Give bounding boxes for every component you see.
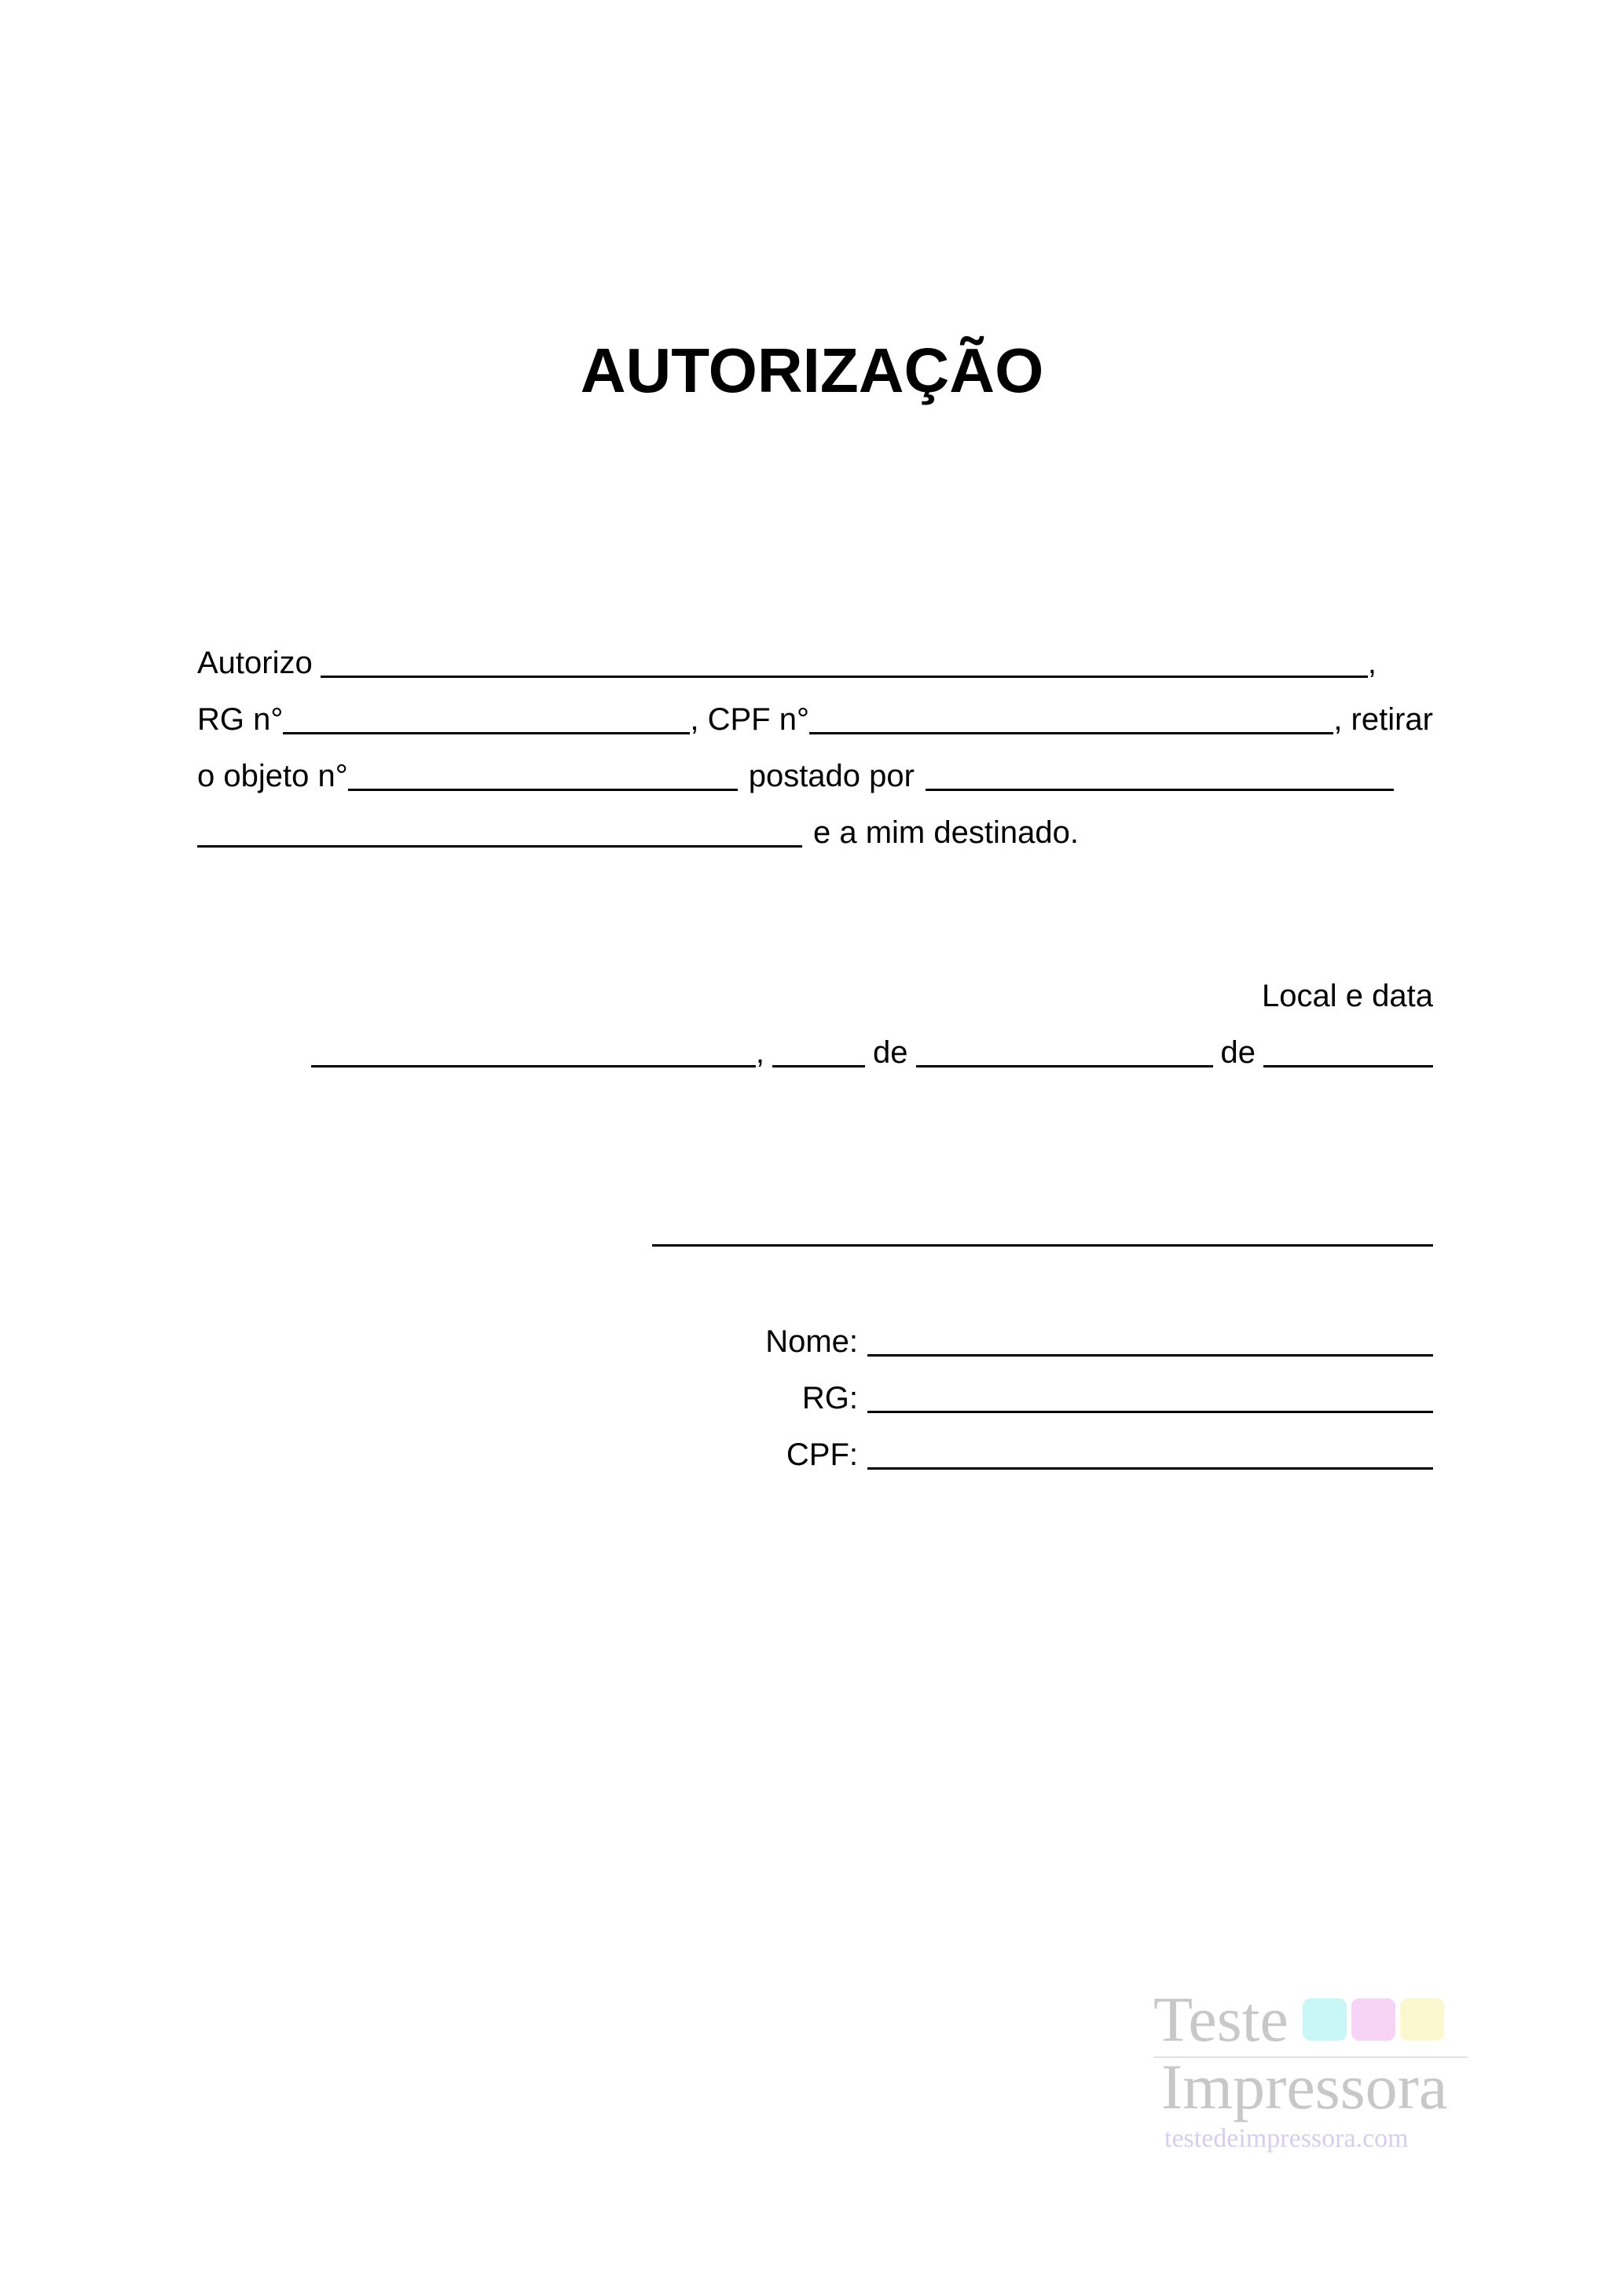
authorized-person-blank [321,676,1368,678]
authorization-paragraph [197,635,1433,861]
line-objeto [197,748,1433,804]
watermark-impressora-text: Impressora [1161,2051,1448,2122]
sender-continued-blank [197,845,802,848]
cmy-ink-icon [1303,1998,1444,2041]
day-blank [772,1065,865,1067]
local-blank [311,1065,756,1067]
cpf-number-blank [809,732,1333,734]
watermark-line1 [1153,1983,1444,2055]
destinado-label: e a mim destinado. [813,815,1079,850]
rg-row [765,1381,1433,1437]
object-number-blank [348,789,738,791]
nome-blank [867,1354,1433,1357]
identification-block [765,1324,1433,1494]
magenta-ink-icon [1351,1998,1395,2041]
watermark-logo [1153,1983,1468,2160]
year-blank [1263,1065,1433,1067]
sender-blank [926,789,1394,791]
cyan-ink-icon [1303,1998,1347,2041]
comma: , [755,1035,764,1070]
postado-por-label: postado por [748,759,915,793]
watermark-teste-text: Teste [1153,1983,1289,2055]
rg-number-blank [283,732,690,734]
cpf-label: CPF: [786,1437,858,1472]
cpf-label: , CPF n° [690,702,809,737]
yellow-ink-icon [1400,1998,1444,2041]
retirar-label: , retirar [1333,702,1433,737]
de-label-1: de [873,1035,908,1070]
nome-label: Nome: [765,1324,858,1359]
line-rg-cpf [197,691,1433,748]
date-line [311,1037,1433,1068]
line-autorizo [197,635,1433,691]
cpf-row [765,1437,1433,1494]
rg-label: RG n° [197,702,284,737]
rg-label: RG: [801,1381,858,1415]
watermark-url: testedeimpressora.com [1164,2124,1409,2153]
line-destinado [197,804,1433,861]
cpf-blank [867,1467,1433,1470]
de-label-2: de [1220,1035,1256,1070]
autorizo-label: Autorizo [197,646,313,680]
rg-blank [867,1411,1433,1413]
nome-row [765,1324,1433,1381]
signature-line [652,1244,1433,1247]
local-data-label: Local e data [1262,979,1433,1013]
objeto-label: o objeto n° [197,759,348,793]
comma: , [1367,646,1377,680]
document-title: AUTORIZAÇÃO [580,335,1044,405]
month-blank [916,1065,1213,1067]
